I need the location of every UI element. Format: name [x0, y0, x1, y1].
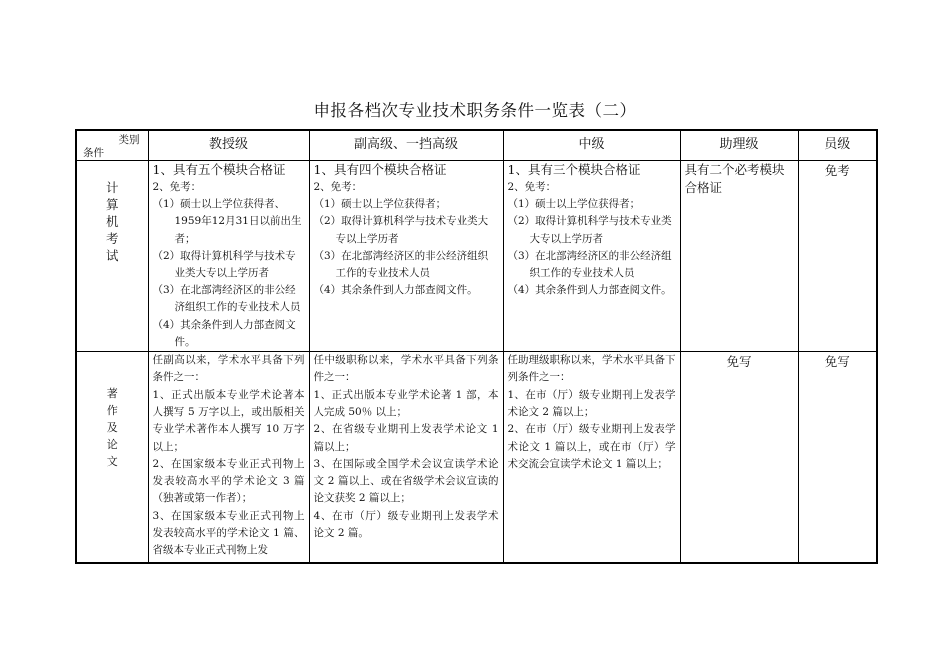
cell-text: （2）取得计算机科学与技术专业类大专以上学历者 — [507, 215, 672, 245]
cell-associate-computer — [309, 161, 503, 352]
header-associate: 副高级、一挡高级 — [309, 130, 503, 161]
cell-text: 2、在市（厅）级专业期刊上发表学术论文 1 篇以上，或在市（厅）学术交流会宣读学术论文 1 篇以上； — [507, 423, 676, 470]
cell-text: 具有二个必考模块合格证 — [684, 162, 785, 195]
header-assistant: 助理级 — [680, 130, 798, 161]
cell-text: 2、免考： — [313, 181, 363, 193]
row-label-cell — [76, 161, 148, 352]
cell-text: 免考 — [824, 163, 850, 178]
row-label-publications: 著作及论文 — [106, 387, 118, 469]
cell-text: （2）取得计算机科学与技术专业类大专以上学历者 — [313, 215, 489, 245]
cell-text: 1、正式出版本专业学术论著本人撰写 5 万字以上，或出版相关专业学术著作本人撰写 10 万字以上； — [152, 388, 305, 453]
cell-text: （4）其余条件到人力部查阅文件。 — [313, 284, 478, 297]
cell-professor-publications — [148, 352, 309, 564]
cell-text: （4）其余条件到人力部查阅文件。 — [152, 318, 296, 348]
cell-professor-computer — [148, 161, 309, 352]
cell-text: 任中级职称以来，学术水平具备下列条件之一： — [313, 354, 499, 384]
cell-text: 2、在国家级本专业正式刊物上发表较高水平的学术论文 3 篇（独著或第一作者）； — [152, 457, 305, 505]
cell-text: （3）在北部湾经济区的非公经济组织工作的专业技术人员 — [152, 284, 301, 314]
header-row — [76, 130, 877, 161]
cell-text: （3）在北部湾经济区的非公经济组织工作的专业技术人员 — [313, 249, 489, 280]
cell-text: （1）硕士以上学位获得者； — [507, 198, 641, 211]
row-label-cell — [76, 352, 148, 564]
header-professor: 教授级 — [148, 130, 309, 161]
cell-text: 任副高以来，学术水平具备下列条件之一： — [152, 354, 305, 384]
cell-text: 任助理级职称以来，学术水平具备下列条件之一： — [507, 354, 676, 384]
page-title: 申报各档次专业技术职务条件一览表（二） — [313, 101, 637, 120]
header-staff: 员级 — [798, 130, 877, 161]
header-intermediate: 中级 — [503, 130, 680, 161]
corner-cell — [76, 130, 148, 161]
cell-text: （1）硕士以上学位获得者； — [313, 198, 447, 211]
table-row-computer-exam — [76, 161, 877, 352]
cell-text: （1）硕士以上学位获得者、1959年12月31日以前出生者； — [152, 198, 302, 245]
cell-staff-publications — [798, 352, 877, 564]
cell-text: （3）在北部湾经济区的非公经济组织工作的专业技术人员 — [507, 249, 672, 280]
cell-text: 4、在市（厅）级专业期刊上发表学术论文 2 篇。 — [313, 509, 499, 539]
cell-staff-computer — [798, 161, 877, 352]
corner-category-label: 类别 — [118, 134, 140, 146]
cell-text: 2、在省级专业期刊上发表学术论文 1 篇以上； — [313, 423, 499, 453]
row-label-computer-exam: 计算机考试 — [106, 180, 119, 263]
cell-text: 3、在国家级本专业正式刊物上发表较高水平的学术论文 1 篇、省级本专业正式刊物上发 — [152, 509, 305, 557]
cell-text: 3、在国际或全国学术会议宣读学术论文 2 篇以上、或在省级学术会议宣读的论文获奖 2 篇以上； — [313, 457, 499, 505]
cell-text: 1、具有五个模块合格证 — [152, 162, 286, 177]
corner-condition-label: 条件 — [83, 147, 104, 159]
cell-text: （4）其余条件到人力部查阅文件。 — [507, 284, 672, 297]
table-row-publications — [76, 352, 877, 564]
cell-text: （2）取得计算机科学与技术专业类大专以上学历者 — [152, 249, 296, 280]
cell-intermediate-publications — [503, 352, 680, 564]
cell-associate-publications — [309, 352, 503, 564]
cell-text: 1、具有四个模块合格证 — [313, 162, 447, 177]
cell-text: 1、在市（厅）级专业期刊上发表学术论文 2 篇以上； — [507, 388, 676, 418]
requirements-table — [75, 129, 878, 564]
cell-text: 免写 — [824, 354, 850, 370]
cell-text: 1、正式出版本专业学术论著 1 部，本人完成 50％ 以上； — [313, 388, 499, 418]
cell-text: 1、具有三个模块合格证 — [507, 162, 641, 177]
cell-assistant-computer — [680, 161, 798, 352]
cell-text: 免写 — [726, 354, 752, 370]
cell-assistant-publications — [680, 352, 798, 564]
cell-intermediate-computer — [503, 161, 680, 352]
cell-text: 2、免考： — [152, 181, 202, 193]
cell-text: 2、免考： — [507, 181, 557, 193]
